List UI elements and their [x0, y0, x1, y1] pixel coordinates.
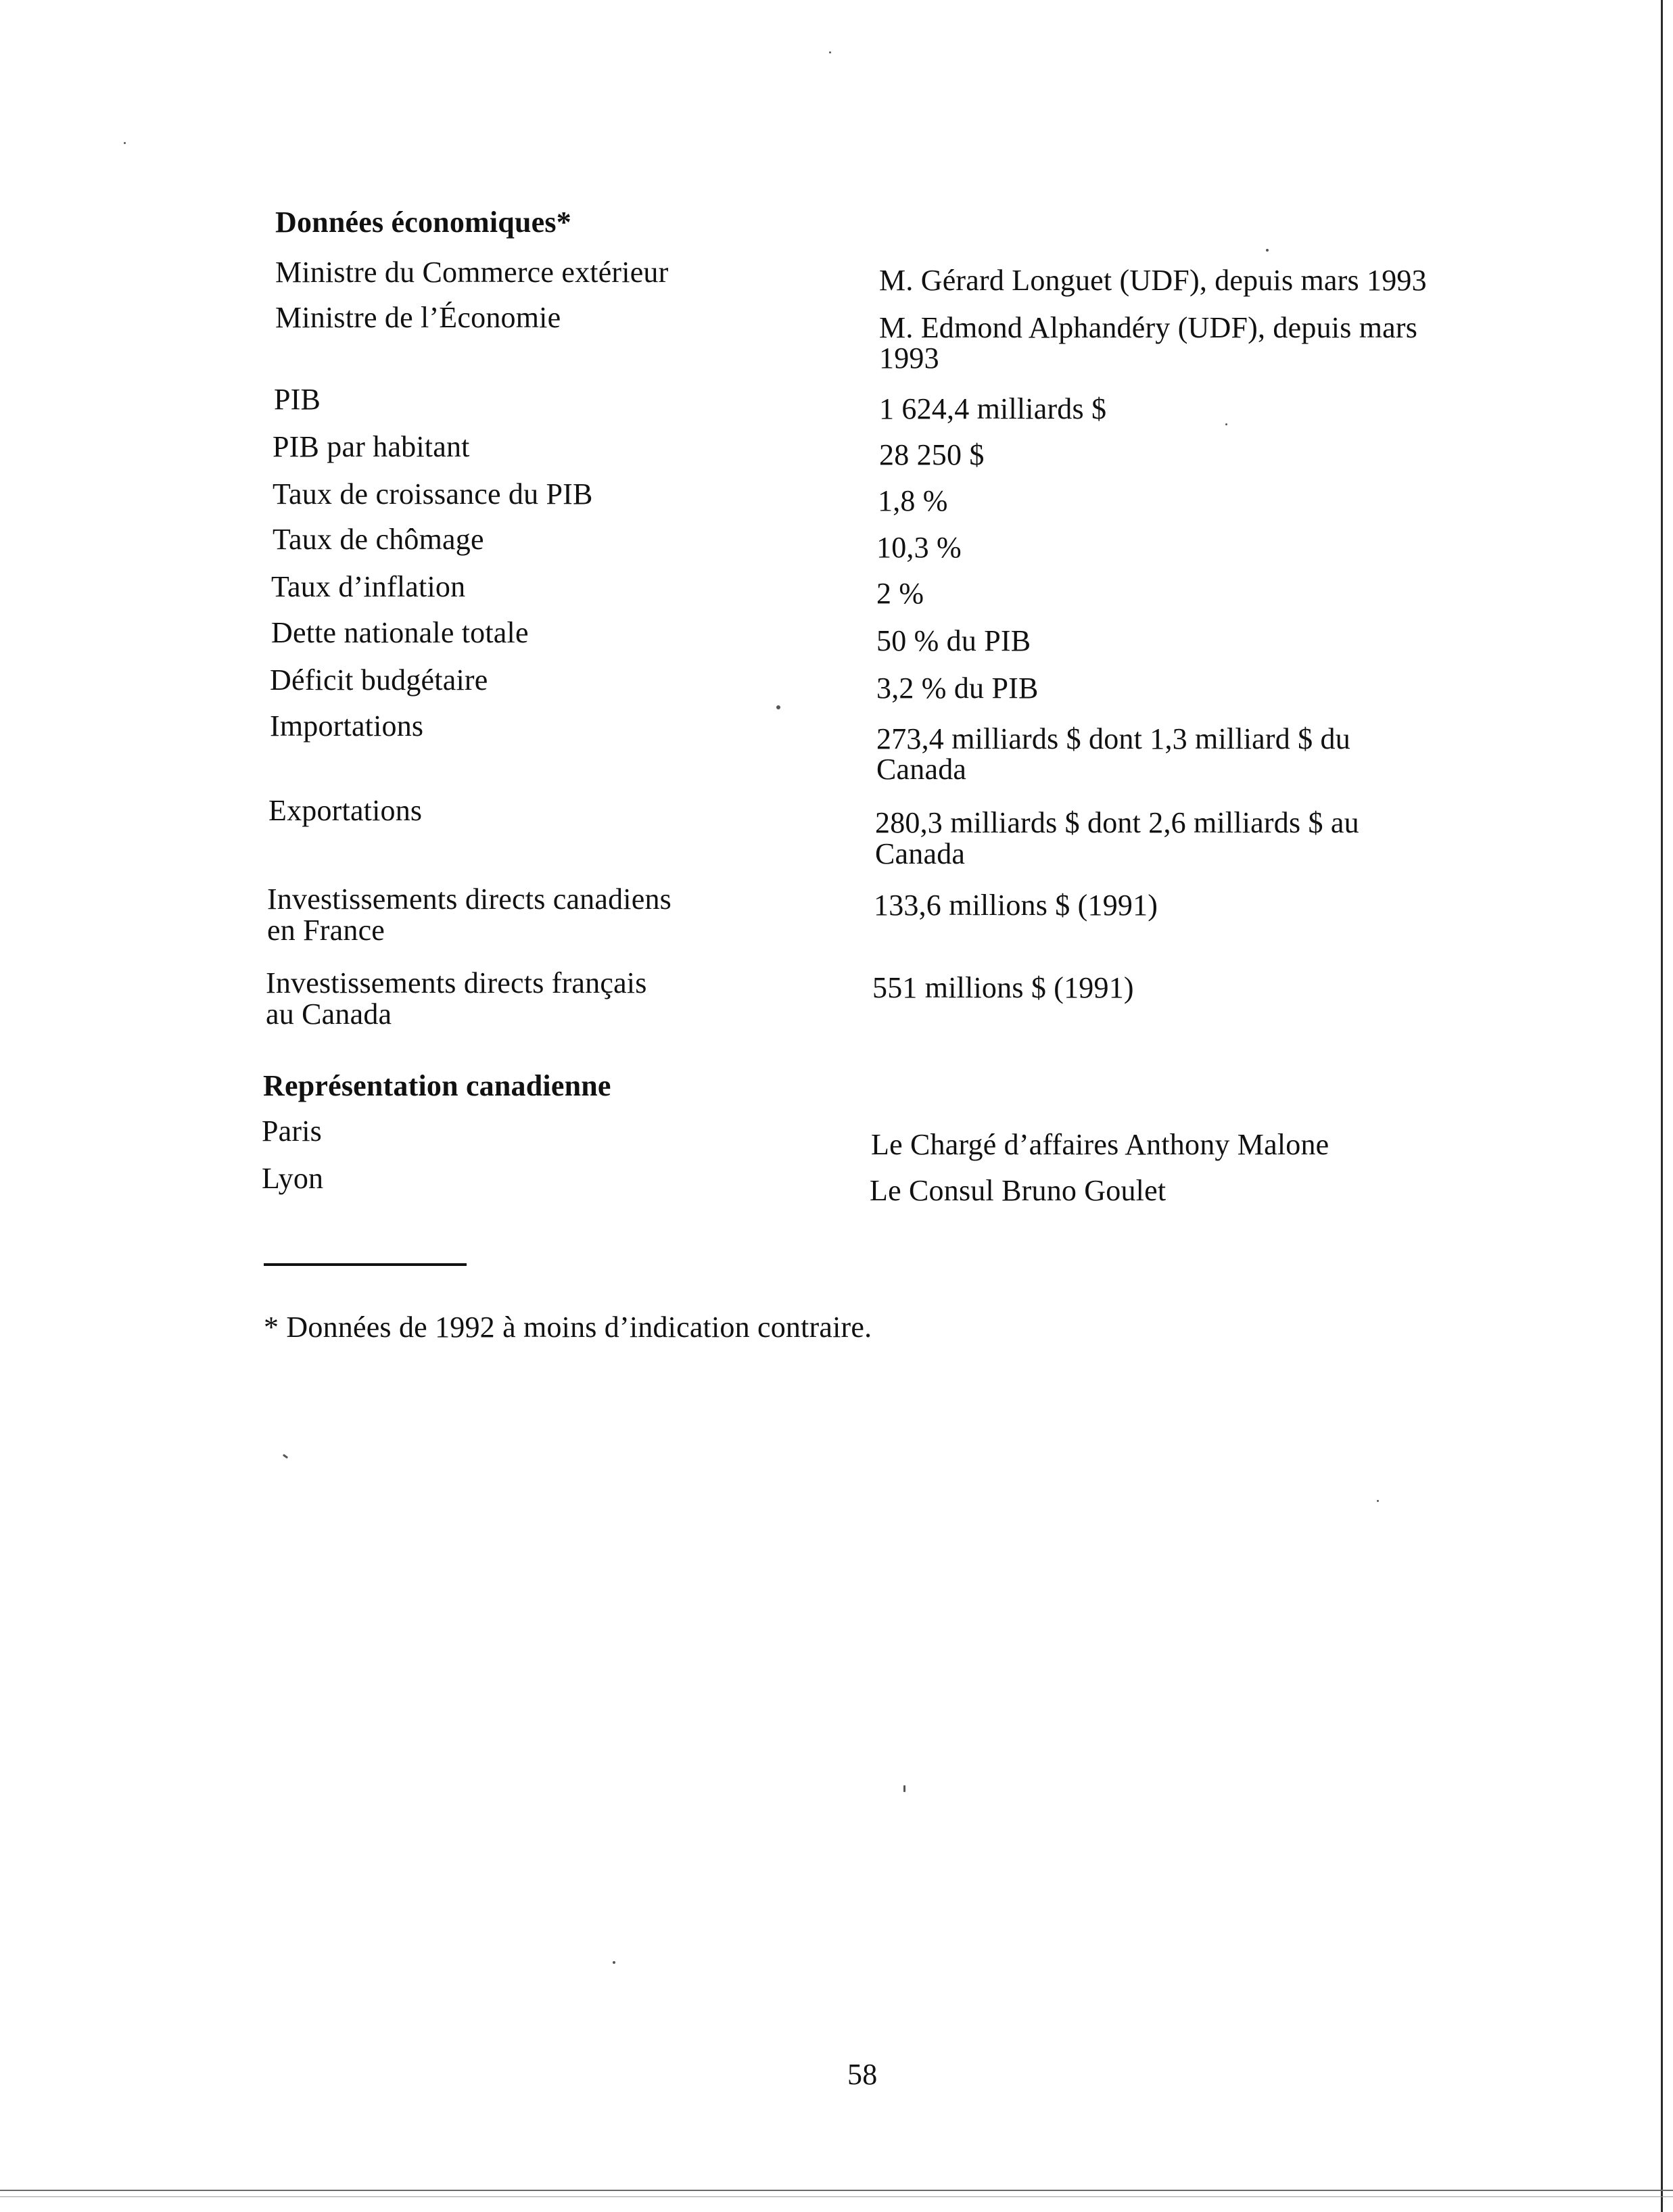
scan-speck [1266, 249, 1269, 252]
section-title: Données économiques* [275, 206, 571, 239]
representation-label-paris: Paris [262, 1114, 322, 1148]
trade-value-importations-line1: 273,4 milliards $ dont 1,3 milliard $ du [876, 722, 1350, 755]
minister-value-economie-line1: M. Edmond Alphandéry (UDF), depuis mars [879, 311, 1418, 344]
scan-edge-line-bottom-secondary [0, 2196, 1673, 2197]
investment-value-francais: 551 millions $ (1991) [872, 971, 1134, 1004]
indicator-value-pib: 1 624,4 milliards $ [879, 392, 1107, 425]
minister-label-economie: Ministre de l’Économie [275, 301, 561, 334]
scan-speck [829, 51, 831, 53]
indicator-value-deficit: 3,2 % du PIB [876, 672, 1039, 705]
indicator-label-croissance: Taux de croissance du PIB [273, 477, 593, 511]
footnote: * Données de 1992 à moins d’indication contraire. [264, 1311, 872, 1344]
representation-title: Représentation canadienne [263, 1069, 611, 1102]
investment-label-francais-line1: Investissements directs français [266, 966, 647, 999]
trade-value-importations-line2: Canada [876, 753, 967, 786]
footnote-rule [264, 1263, 467, 1266]
scan-edge-line-bottom [0, 2190, 1673, 2191]
minister-value-commerce: M. Gérard Longuet (UDF), depuis mars 1993 [879, 264, 1427, 297]
indicator-label-chomage: Taux de chômage [273, 523, 484, 556]
indicator-label-deficit: Déficit budgétaire [270, 663, 488, 697]
investment-label-canadiens-line1: Investissements directs canadiens [267, 883, 671, 916]
trade-value-exportations-line2: Canada [875, 837, 966, 870]
representation-label-lyon: Lyon [262, 1162, 324, 1195]
scan-speck [124, 142, 126, 144]
indicator-value-inflation: 2 % [876, 577, 924, 610]
minister-label-commerce: Ministre du Commerce extérieur [275, 256, 669, 289]
scan-speck [613, 1961, 615, 1964]
minister-value-economie-line2: 1993 [879, 342, 939, 375]
scan-edge-line-right [1661, 0, 1663, 2212]
indicator-value-chomage: 10,3 % [876, 531, 962, 564]
investment-value-canadiens: 133,6 millions $ (1991) [874, 889, 1158, 922]
scan-speck [1225, 423, 1227, 425]
indicator-value-dette: 50 % du PIB [876, 624, 1031, 657]
trade-label-exportations: Exportations [268, 794, 423, 827]
scan-speck [283, 1454, 288, 1459]
indicator-label-pib: PIB [274, 383, 321, 416]
representation-value-paris: Le Chargé d’affaires Anthony Malone [871, 1128, 1329, 1161]
scan-speck [903, 1785, 905, 1792]
scan-speck [776, 705, 780, 709]
investment-label-francais-line2: au Canada [266, 997, 392, 1031]
investment-label-canadiens-line2: en France [267, 914, 385, 947]
indicator-label-dette: Dette nationale totale [271, 616, 529, 649]
indicator-label-pib-habitant: PIB par habitant [273, 430, 470, 463]
indicator-value-croissance: 1,8 % [878, 484, 948, 517]
page-number: 58 [847, 2058, 878, 2091]
indicator-value-pib-habitant: 28 250 $ [879, 438, 985, 471]
scan-speck [1377, 1500, 1379, 1502]
representation-value-lyon: Le Consul Bruno Goulet [870, 1174, 1167, 1207]
trade-label-importations: Importations [270, 709, 424, 743]
indicator-label-inflation: Taux d’inflation [271, 570, 466, 603]
trade-value-exportations-line1: 280,3 milliards $ dont 2,6 milliards $ au [875, 806, 1359, 839]
